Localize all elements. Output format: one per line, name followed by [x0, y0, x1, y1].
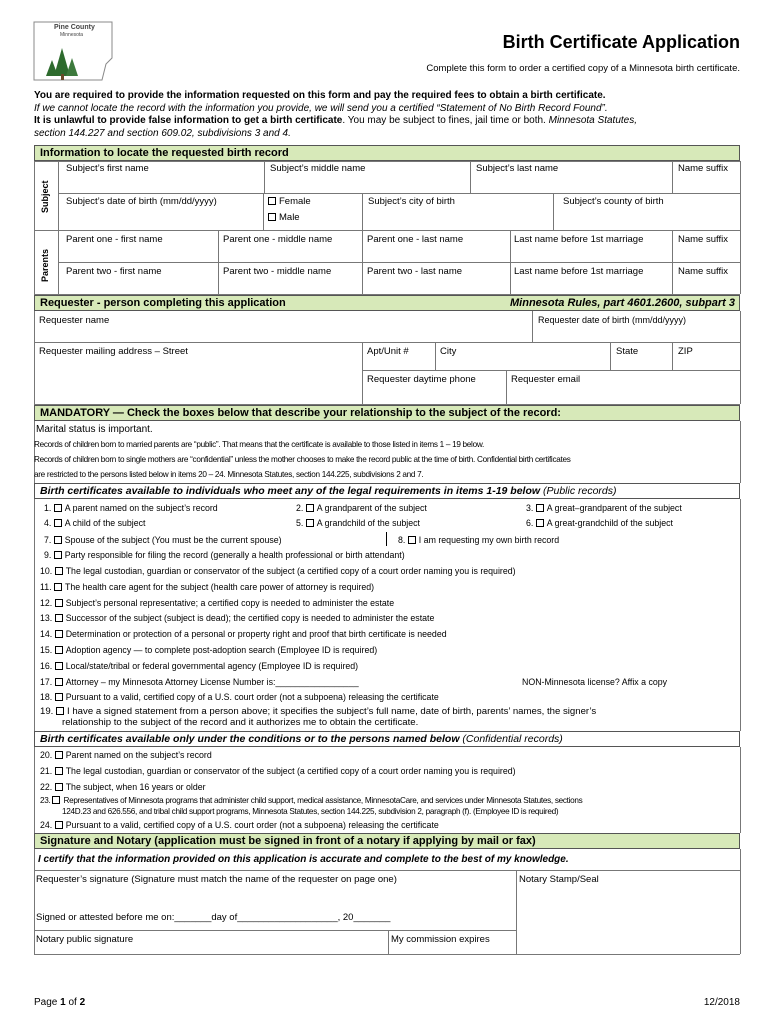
section-locate-header: Information to locate the requested birth record — [34, 145, 740, 161]
form-date: 12/2018 — [703, 997, 740, 1008]
side-label-subject: Subject — [40, 180, 50, 213]
notary-signature-label: Notary public signature — [36, 934, 134, 945]
item-4[interactable]: 4. A child of the subject — [44, 518, 146, 528]
item-5[interactable]: 5. A grandchild of the subject — [296, 518, 420, 528]
parent2-last-label: Parent two - last name — [367, 266, 463, 277]
parent1-maiden-label: Last name before 1st marriage — [514, 234, 644, 245]
parent2-first-label: Parent two - first name — [66, 266, 162, 277]
subject-dob-label: Subject’s date of birth (mm/dd/yyyy) — [66, 196, 217, 207]
male-checkbox[interactable] — [268, 213, 276, 221]
item-16[interactable]: 16. Local/state/tribal or federal governmental agency (Employee ID is required) — [40, 661, 359, 671]
item-20[interactable]: 20. Parent named on the subject’s record — [40, 750, 212, 760]
pine-county-logo — [32, 18, 114, 84]
item-18[interactable]: 18. Pursuant to a valid, certified copy of a U.S. court order (not a subpoena) releasing the certificate — [40, 692, 439, 702]
female-checkbox[interactable] — [268, 197, 276, 205]
logo-text: Pine County — [54, 24, 95, 31]
subject-last-name-field[interactable] — [471, 176, 671, 192]
public-records-tag: (Public records) — [542, 485, 617, 497]
requester-email-label: Requester email — [511, 374, 581, 385]
commission-expires-label: My commission expires — [391, 934, 490, 945]
subject-middle-name-label: Subject’s middle name — [270, 163, 366, 174]
subject-county-label: Subject’s county of birth — [563, 196, 664, 207]
parent1-middle-label: Parent one - middle name — [223, 234, 333, 245]
attested-line: Signed or attested before me on:_______day of___________________, 20_______ — [36, 912, 391, 923]
form-subtitle: Complete this form to order a certified copy of a Minnesota birth certificate. — [426, 63, 740, 74]
requester-apt-label: Apt/Unit # — [367, 346, 409, 357]
side-label-parents: Parents — [40, 248, 50, 282]
section-requester-header: Requester - person completing this application Minnesota Rules, part 4601.2600, subpart 3 — [34, 295, 740, 311]
requester-zip-label: ZIP — [678, 346, 693, 357]
item-1[interactable]: 1. A parent named on the subject’s record — [44, 503, 218, 513]
confidential-records-tag: (Confidential records) — [462, 733, 563, 745]
intro-line3-rest: . You may be subject to fines, jail time or both. — [342, 115, 546, 126]
item-7[interactable]: 7. Spouse of the subject (You must be the current spouse) — [44, 535, 282, 545]
item-2[interactable]: 2. A grandparent of the subject — [296, 503, 427, 513]
requester-street-label: Requester mailing address – Street — [39, 346, 188, 357]
item-14[interactable]: 14. Determination or protection of a personal or property right and proof that birth certificate is needed — [40, 629, 447, 639]
male-option[interactable]: Male — [268, 212, 300, 223]
subject-middle-name-field[interactable] — [265, 176, 469, 192]
public-records-note: Records of children born to married parents are “public”. That means that the certificate is available to those listed in items 1 – 19 below. — [34, 440, 484, 449]
item-10[interactable]: 10. The legal custodian, guardian or conservator of the subject (a certified copy of a court order naming you is required) — [40, 566, 516, 576]
requester-city-label: City — [440, 346, 457, 357]
intro-line3-bold: It is unlawful to provide false information to get a birth certificate — [34, 115, 343, 126]
subject-city-label: Subject’s city of birth — [368, 196, 455, 207]
public-records-header: Birth certificates available to individuals who meet any of the legal requirements in items 1-19 below (Public records) — [34, 483, 740, 499]
intro-text — [34, 90, 744, 140]
subject-suffix-label: Name suffix — [678, 163, 728, 174]
requester-signature-label: Requester’s signature (Signature must match the name of the requester on page one) — [36, 874, 397, 885]
logo-subtext: Minnesota — [60, 32, 84, 38]
confidential-records-note-2: are restricted to the persons listed below in items 20 – 24. Minnesota Statutes, section 144.225, subdivisions 2 and 7. — [34, 470, 424, 479]
item-22[interactable]: 22. The subject, when 16 years or older — [40, 782, 206, 792]
item-13[interactable]: 13. Successor of the subject (subject is dead); the certified copy is needed to administer the estate — [40, 613, 435, 623]
parent1-first-label: Parent one - first name — [66, 234, 163, 245]
requester-name-label: Requester name — [39, 315, 110, 326]
intro-line1: You are required to provide the information requested on this form and pay the required fees to obtain a birth certificate. — [34, 90, 606, 101]
item-23-continued: 124D.23 and 626.556, and tribal child support programs, Minnesota Statutes, section 144.225, subdivision 2, paragraph (f). (Employee ID is required) — [62, 807, 559, 816]
item-11[interactable]: 11. The health care agent for the subject (health care power of attorney is required) — [40, 582, 375, 592]
parent2-middle-label: Parent two - middle name — [223, 266, 332, 277]
parent1-last-label: Parent one - last name — [367, 234, 464, 245]
item-17-note: NON-Minnesota license? Affix a copy — [522, 677, 668, 687]
item-8[interactable]: 8. I am requesting my own birth record — [398, 535, 560, 545]
section-mandatory-header: MANDATORY — Check the boxes below that describe your relationship to the subject of the record: — [34, 405, 740, 421]
confidential-records-header: Birth certificates available only under the conditions or to the persons named below (Confidential records) — [34, 731, 740, 747]
subject-first-name-field[interactable] — [59, 176, 263, 192]
item-12[interactable]: 12. Subject’s personal representative; a certified copy is needed to administer the estate — [40, 598, 395, 608]
item-19-continued: relationship to the subject of the record and it authorizes me to obtain the certificate. — [62, 717, 419, 728]
form-title: Birth Certificate Application — [502, 32, 740, 52]
marital-status-note: Marital status is important. — [36, 424, 153, 435]
item-9[interactable]: 9. Party responsible for filing the record (generally a health professional or birth attendant) — [44, 550, 405, 560]
item-19[interactable]: 19. I have a signed statement from a person above; it specifies the subject’s full name, date of birth, parents’ names, the signer’s — [40, 706, 597, 717]
subject-last-name-label: Subject’s last name — [476, 163, 559, 174]
female-option[interactable]: Female — [268, 196, 311, 207]
parent2-suffix-label: Name suffix — [678, 266, 728, 277]
item-3[interactable]: 3. A great–grandparent of the subject — [526, 503, 682, 513]
subject-first-name-label: Subject’s first name — [66, 163, 149, 174]
section-signature-header: Signature and Notary (application must be signed in front of a notary if applying by mail or fax) — [34, 833, 740, 849]
intro-line4: section 144.227 and section 609.02, subdivisions 3 and 4. — [34, 127, 291, 139]
requester-dob-label: Requester date of birth (mm/dd/yyyy) — [538, 315, 687, 325]
requester-phone-label: Requester daytime phone — [367, 374, 476, 385]
requester-state-label: State — [616, 346, 639, 357]
intro-line3-italic: Minnesota Statutes, — [548, 115, 637, 126]
item-21[interactable]: 21. The legal custodian, guardian or conservator of the subject (a certified copy of a court order naming you is required) — [40, 766, 516, 776]
page-number: Page 1 of 2 — [34, 997, 86, 1008]
item-6[interactable]: 6. A great-grandchild of the subject — [526, 518, 673, 528]
notary-stamp-label: Notary Stamp/Seal — [519, 874, 599, 885]
item-23[interactable]: 23. Representatives of Minnesota programs that administer child support, medical assistance, MinnesotaCare, and services under Minnesota Statutes, sections — [40, 796, 583, 805]
parent2-maiden-label: Last name before 1st marriage — [514, 266, 644, 277]
intro-line2: If we cannot locate the record with the information you provide, we will send you a certified “Statement of No Birth Record Found”. — [34, 102, 608, 114]
item-24[interactable]: 24. Pursuant to a valid, certified copy of a U.S. court order (not a subpoena) releasing the certificate — [40, 820, 439, 830]
requester-rule-citation: Minnesota Rules, part 4601.2600, subpart 3 — [510, 297, 735, 309]
item-17[interactable]: 17. Attorney – my Minnesota Attorney License Number is:_________________ — [40, 677, 359, 687]
confidential-records-note: Records of children born to single mothers are “confidential” unless the mother chooses to make the record public at the time of birth. Confidential birth certificates — [34, 455, 571, 464]
certify-statement: I certify that the information provided on this application is accurate and complete to the best of my knowledge. — [38, 854, 569, 865]
parent1-suffix-label: Name suffix — [678, 234, 728, 245]
item-15[interactable]: 15. Adoption agency — to complete post-adoption search (Employee ID is required) — [40, 645, 378, 655]
